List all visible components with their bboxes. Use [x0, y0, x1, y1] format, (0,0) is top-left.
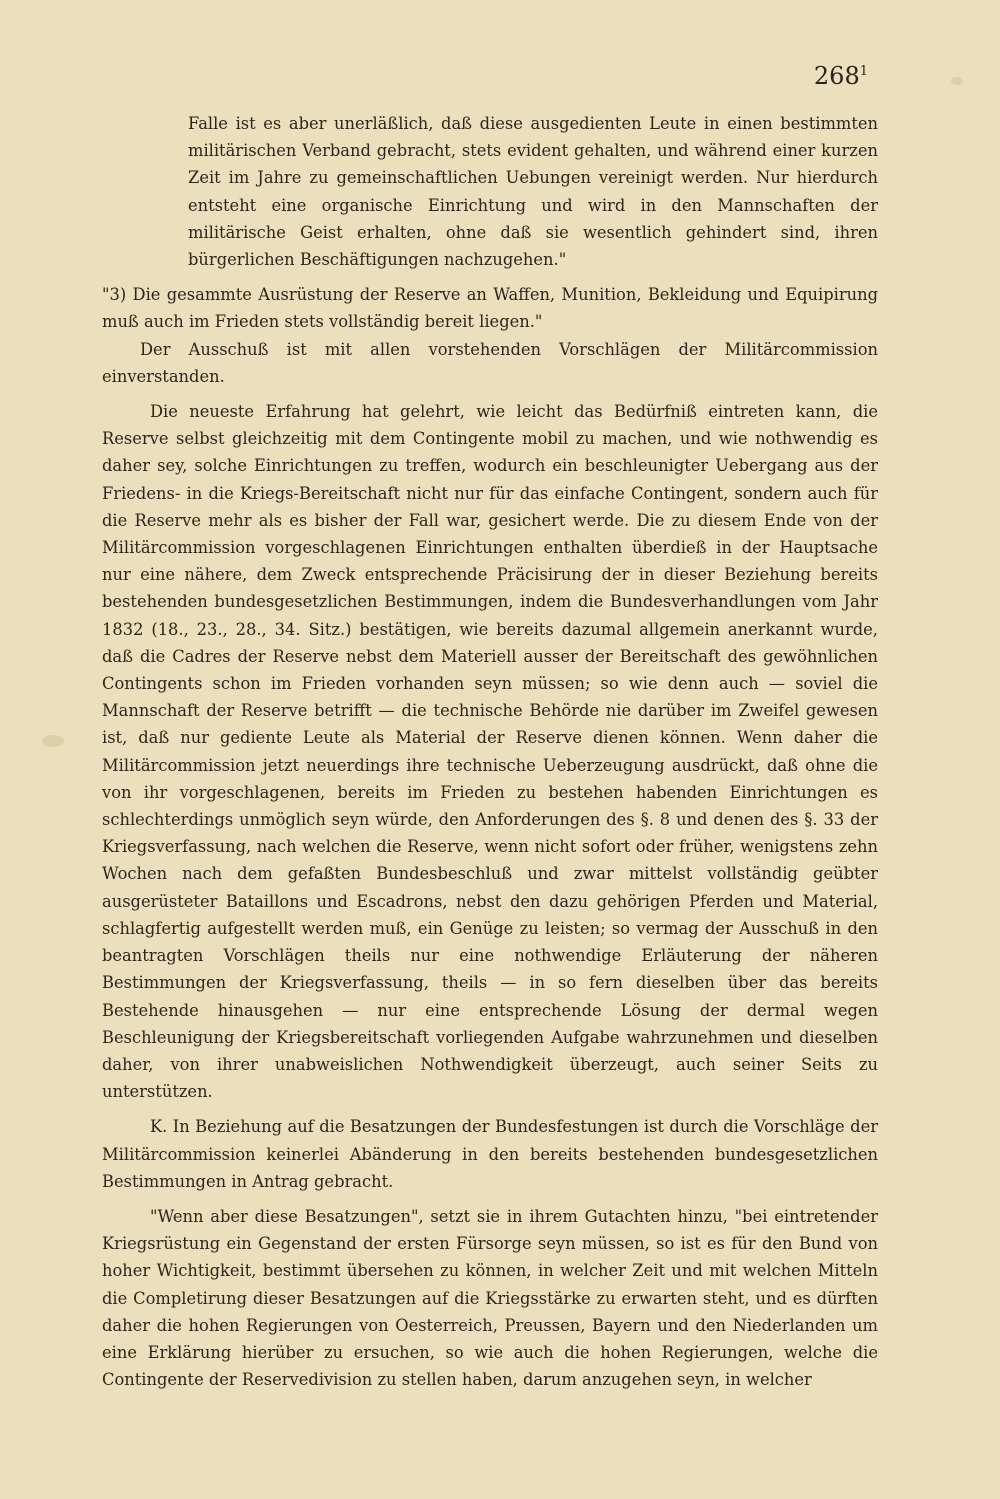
main-text [102, 110, 878, 1393]
committee-agreement-paragraph: Der Ausschuß ist mit allen vorstehenden Vorschlägen der Militärcommission einverstanden. [102, 339, 878, 386]
section-k-paragraph: K. In Beziehung auf die Besatzungen der Bundesfestungen ist durch die Vorschläge der Militärcommission keinerlei Abänderung in den bereits bestehenden bundesgesetzlichen Bestimmungen in Antrag gebracht. [102, 1117, 878, 1191]
main-argument-paragraph: Die neueste Erfahrung hat gelehrt, wie leicht das Bedürfniß eintreten kann, die Reserve selbst gleichzeitig mit dem Contingente mobil zu machen, und wie nothwendig es daher sey, solche Einrichtungen zu treffen, wodurch ein beschleunigter Uebergang aus der Friedens- in die Kriegs-Bereitschaft nicht nur für das einfache Contingent, sondern auch für die Reserve mehr als es bisher der Fall war, gesichert werde. Die zu diesem Ende von der Militärcommission vorgeschlagenen Einrichtungen enthalten überdieß in der Hauptsache nur eine nähere, dem Zweck entsprechende Präcisirung der in dieser Beziehung bereits bestehenden bundesgesetzlichen Bestimmungen, indem die Bundesverhandlungen vom Jahr 1832 (18., 23., 28., 34. Sitz.) bestätigen, wie bereits dazumal allgemein anerkannt wurde, daß die Cadres der Reserve nebst dem Materiell ausser der Bereitschaft des gewöhnlichen Contingents schon im Frieden vorhanden seyn müssen; so wie denn auch — soviel die Mannschaft der Reserve betrifft — die technische Behörde nie darüber im Zweifel gewesen ist, daß nur gediente Leute als Material der Reserve dienen können. Wenn daher die Militärcommission jetzt neuerdings ihre technische Ueberzeugung ausdrückt, daß ohne die von ihr vorgeschlagenen, bereits im Frieden zu bestehen habenden Einrichtungen es schlechterdings unmöglich seyn würde, den Anforderungen des §. 8 und denen des §. 33 der Kriegsverfassung, nach welchen die Reserve, wenn nicht sofort oder früher, wenigstens zehn Wochen nach dem gefaßten Bundesbeschluß und zwar mittelst vollständig geübter ausgerüsteter Bataillons und Escadrons, nebst den dazu gehörigen Pferden und Material, schlagfertig aufgestellt werden muß, ein Genüge zu leisten; so vermag der Ausschuß in den beantragten Vorschlägen theils nur eine nothwendige Erläuterung der näheren Bestimmungen der Kriegsverfassung, theils — in so fern dieselben über das bereits Bestehende hinausgehen — nur eine entsprechende Lösung der dermal wegen Beschleunigung der Kriegsbereitschaft vorliegenden Aufgabe wahrzunehmen und dieselben daher, von ihrer unabweislichen Nothwendigkeit überzeugt, auch seiner Seits zu unterstützen. [102, 402, 878, 1102]
quote-item-3-paragraph: "3) Die gesammte Ausrüstung der Reserve an Waffen, Munition, Bekleidung und Equipirung muß auch im Frieden stets vollständig bereit liegen." [102, 285, 878, 332]
page-number [814, 62, 868, 90]
quote-continuation-paragraph: Falle ist es aber unerläßlich, daß diese ausgedienten Leute in einen bestimmten militärischen Verband gebracht, stets evident gehalten, und während einer kurzen Zeit im Jahre zu gemeinschaftlichen Uebungen vereinigt werden. Nur hierdurch entsteht eine organische Einrichtung und wird in den Mannschaften der militärische Geist erhalten, ohne daß sie wesentlich gehindert sind, ihren bürgerlichen Beschäftigungen nachzugehen." [188, 114, 878, 270]
page-number-mark: 1 [859, 64, 868, 79]
closing-quote-paragraph: "Wenn aber diese Besatzungen", setzt sie in ihrem Gutachten hinzu, "bei eintretender Kriegsrüstung ein Gegenstand der ersten Fürsorge seyn müssen, so ist es für den Bund von hoher Wichtigkeit, bestimmt übersehen zu können, in welcher Zeit und mit welchen Mitteln die Completirung dieser Besatzungen auf die Kriegsstärke zu erwarten steht, und es dürften daher die hohen Regierungen von Oesterreich, Preussen, Bayern und den Niederlanden um eine Erklärung hierüber zu ersuchen, so wie auch die hohen Regierungen, welche die Contingente der Reservedivision zu stellen haben, darum anzugehen seyn, in welcher [102, 1206, 878, 1390]
paper-stain [951, 77, 963, 85]
page-number-value: 268 [813, 62, 860, 90]
paper-stain [42, 735, 64, 747]
